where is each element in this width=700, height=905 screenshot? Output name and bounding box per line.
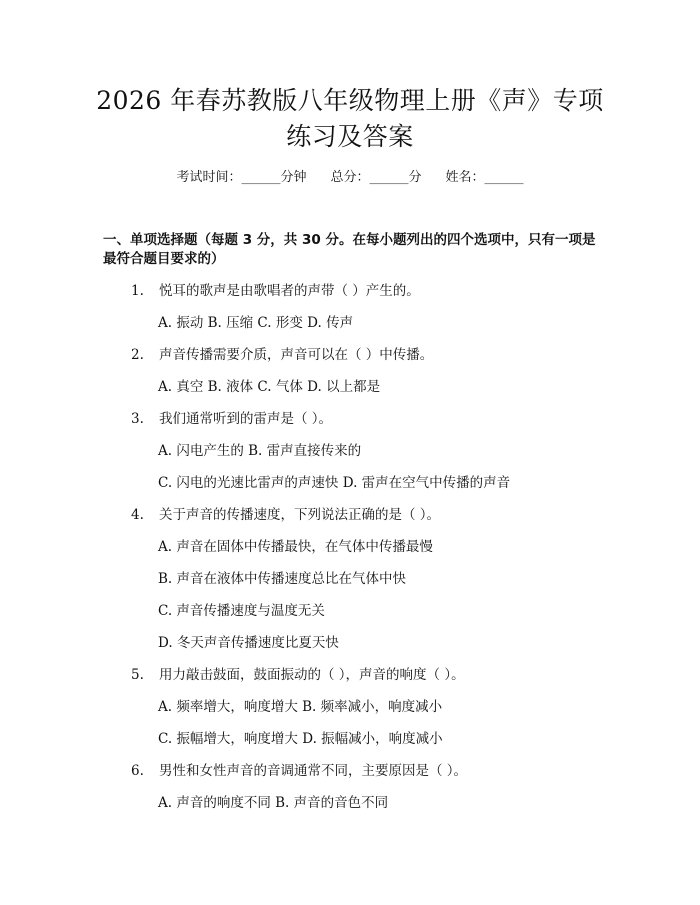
question-number: 6. <box>131 763 144 779</box>
exam-name-field: 姓名：______ <box>445 170 524 185</box>
question-4-option-d: D. 冬天声音传播速度比夏天快 <box>158 635 339 651</box>
question-2 <box>131 345 591 365</box>
question-4-option-c: C. 声音传播速度与温度无关 <box>158 603 325 619</box>
exam-info <box>0 168 700 188</box>
question-text: 用力敲击鼓面，鼓面振动的（ ），声音的响度（ ）。 <box>159 667 465 683</box>
question-1 <box>131 281 591 301</box>
question-number: 3. <box>131 411 144 427</box>
question-6-options-line1: A. 声音的响度不同 B. 声音的音色不同 <box>158 795 389 811</box>
question-text: 我们通常听到的雷声是（ ）。 <box>159 411 333 427</box>
question-4-option-a: A. 声音在固体中传播最快，在气体中传播最慢 <box>158 539 433 555</box>
question-3-options-line1: A. 闪电产生的 B. 雷声直接传来的 <box>158 443 362 459</box>
question-4 <box>131 505 591 525</box>
question-3 <box>131 409 591 429</box>
question-text: 悦耳的歌声是由歌唱者的声带（ ）产生的。 <box>159 283 420 299</box>
question-6 <box>131 761 591 781</box>
exam-time-field: 考试时间：______分钟 <box>176 170 307 185</box>
question-text: 声音传播需要介质，声音可以在（ ）中传播。 <box>159 347 434 363</box>
question-number: 2. <box>131 347 144 363</box>
question-2-options: A. 真空 B. 液体 C. 气体 D. 以上都是 <box>158 379 381 395</box>
question-5 <box>131 665 591 685</box>
exam-score-field: 总分：______分 <box>330 170 422 185</box>
question-number: 1. <box>131 283 144 299</box>
question-5-options-line2: C. 振幅增大，响度增大 D. 振幅减小，响度减小 <box>158 731 443 747</box>
question-number: 4. <box>131 507 144 523</box>
question-1-options: A. 振动 B. 压缩 C. 形变 D. 传声 <box>158 315 354 331</box>
question-text: 关于声音的传播速度，下列说法正确的是（ ）。 <box>159 507 441 523</box>
question-number: 5. <box>131 667 144 683</box>
question-text: 男性和女性声音的音调通常不同，主要原因是（ ）。 <box>159 763 468 779</box>
document-title-line1: 2026 年春苏教版八年级物理上册《声》专项 <box>96 86 604 115</box>
section-heading-line1: 一、单项选择题（每题 3 分，共 30 分。在每小题列出的四个选项中，只有一项是 <box>103 232 596 248</box>
section-heading-line2: 最符合题目要求的） <box>103 251 225 267</box>
question-5-options-line1: A. 频率增大，响度增大 B. 频率减小，响度减小 <box>158 699 443 715</box>
question-3-options-line2: C. 闪电的光速比雷声的声速快 D. 雷声在空气中传播的声音 <box>158 475 511 491</box>
question-4-option-b: B. 声音在液体中传播速度总比在气体中快 <box>158 571 407 587</box>
document-title-line2: 练习及答案 <box>286 122 414 151</box>
